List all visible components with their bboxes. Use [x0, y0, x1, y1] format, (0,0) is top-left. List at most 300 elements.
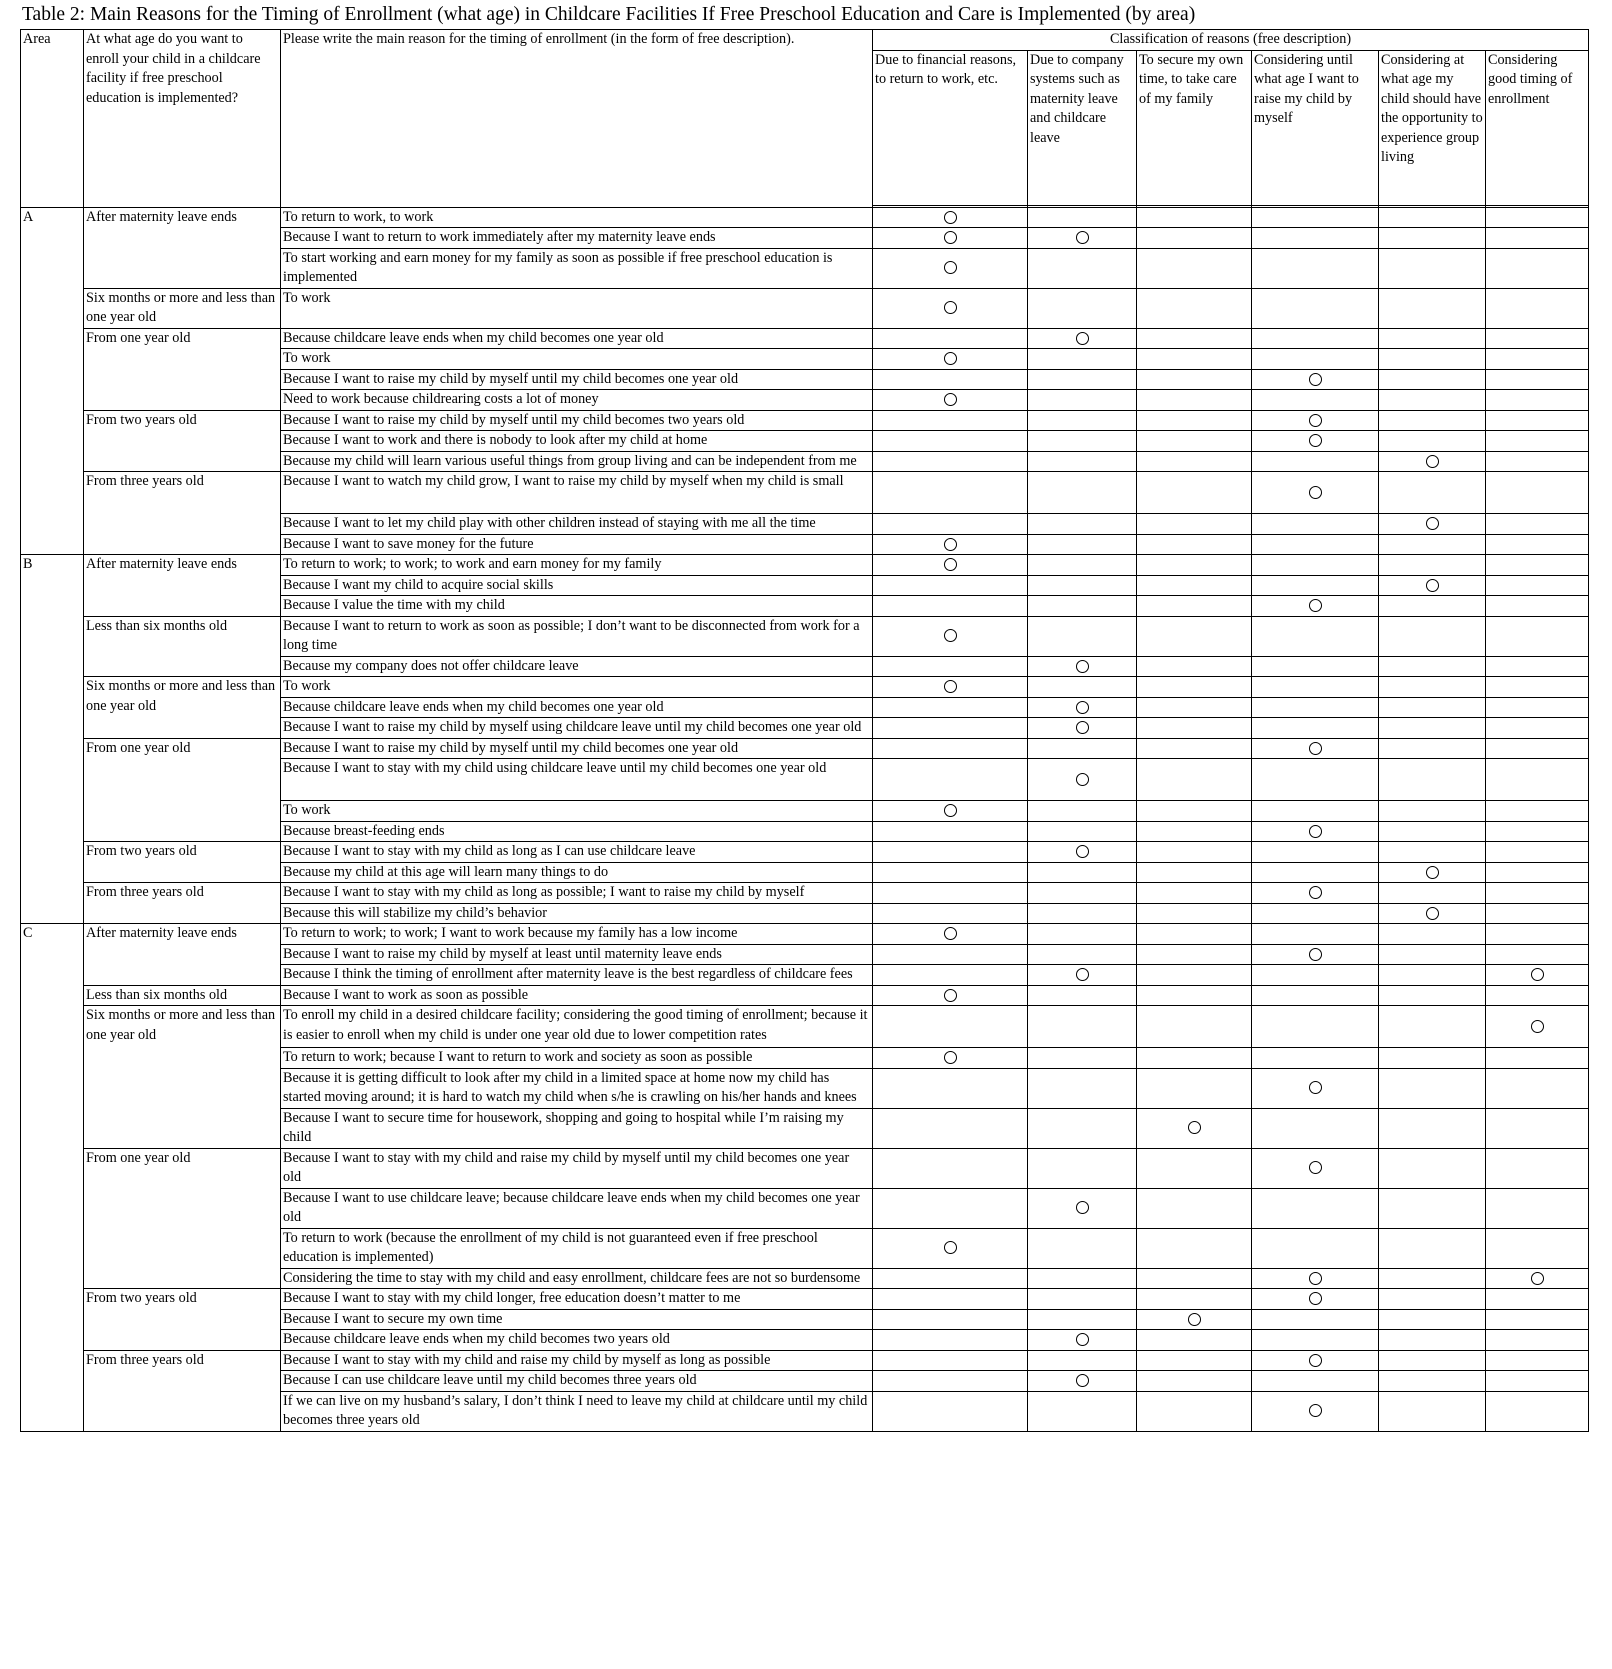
circle-mark-icon	[944, 989, 957, 1002]
mark-cell	[1028, 207, 1137, 228]
mark-cell	[873, 1188, 1028, 1228]
mark-cell	[1379, 1108, 1486, 1148]
mark-cell	[1486, 1108, 1589, 1148]
mark-cell	[1252, 555, 1379, 576]
mark-cell	[1028, 985, 1137, 1006]
header-category-good-timing: Considering good timing of enrollment	[1486, 50, 1589, 205]
mark-cell	[1252, 801, 1379, 822]
mark-cell	[1486, 903, 1589, 924]
mark-cell	[1137, 1048, 1252, 1069]
circle-mark-icon	[1076, 968, 1089, 981]
table-row	[21, 883, 1589, 904]
mark-cell	[1137, 514, 1252, 535]
mark-cell	[1028, 883, 1137, 904]
table-row	[21, 410, 1589, 431]
mark-cell	[873, 349, 1028, 370]
circle-mark-icon	[1076, 231, 1089, 244]
age-cell: From three years old	[84, 1350, 281, 1431]
reason-cell: Because I want to raise my child by myself using childcare leave until my child becomes one year old	[281, 718, 873, 739]
mark-cell	[1028, 759, 1137, 801]
circle-mark-icon	[944, 301, 957, 314]
mark-cell	[873, 1228, 1028, 1268]
mark-cell	[1137, 1268, 1252, 1289]
circle-mark-icon	[1309, 1404, 1322, 1417]
circle-mark-icon	[1076, 1374, 1089, 1387]
reason-cell: To return to work; to work; I want to work because my family has a low income	[281, 924, 873, 945]
header-age-question: At what age do you want to enroll your child in a childcare facility if free preschool education is implemented?	[84, 30, 281, 208]
mark-cell	[1379, 677, 1486, 698]
circle-mark-icon	[1309, 373, 1322, 386]
mark-cell	[1379, 903, 1486, 924]
mark-cell	[1379, 451, 1486, 472]
mark-cell	[1252, 677, 1379, 698]
mark-cell	[1486, 555, 1589, 576]
reason-cell: Because I want to stay with my child and raise my child by myself until my child becomes one year old	[281, 1148, 873, 1188]
mark-cell	[873, 656, 1028, 677]
mark-cell	[1252, 410, 1379, 431]
mark-cell	[1379, 1048, 1486, 1069]
mark-cell	[1486, 410, 1589, 431]
table-row	[21, 677, 1589, 698]
mark-cell	[1379, 965, 1486, 986]
age-cell: Six months or more and less than one year old	[84, 1006, 281, 1149]
mark-cell	[1252, 1289, 1379, 1310]
reasons-table	[20, 29, 1589, 1432]
mark-cell	[1252, 903, 1379, 924]
mark-cell	[1379, 1228, 1486, 1268]
mark-cell	[1137, 1228, 1252, 1268]
mark-cell	[1028, 1148, 1137, 1188]
mark-cell	[1379, 575, 1486, 596]
circle-mark-icon	[1309, 742, 1322, 755]
mark-cell	[1486, 349, 1589, 370]
mark-cell	[1486, 985, 1589, 1006]
mark-cell	[1252, 1148, 1379, 1188]
mark-cell	[1252, 944, 1379, 965]
mark-cell	[1137, 390, 1252, 411]
reason-cell: Considering the time to stay with my child and easy enrollment, childcare fees are not so burdensome	[281, 1268, 873, 1289]
mark-cell	[1252, 288, 1379, 328]
mark-cell	[873, 1068, 1028, 1108]
mark-cell	[1252, 1391, 1379, 1431]
mark-cell	[1486, 718, 1589, 739]
table-row	[21, 1148, 1589, 1188]
mark-cell	[1137, 697, 1252, 718]
mark-cell	[1028, 718, 1137, 739]
mark-cell	[1252, 1188, 1379, 1228]
mark-cell	[1379, 596, 1486, 617]
mark-cell	[873, 228, 1028, 249]
mark-cell	[1379, 842, 1486, 863]
area-cell: B	[21, 555, 84, 924]
mark-cell	[1252, 369, 1379, 390]
mark-cell	[1028, 862, 1137, 883]
mark-cell	[1252, 883, 1379, 904]
mark-cell	[1486, 656, 1589, 677]
reason-cell: Because it is getting difficult to look after my child in a limited space at home now my child has started moving around; it is hard to watch my child when s/he is crawling on his/her hands and knees	[281, 1068, 873, 1108]
mark-cell	[1486, 328, 1589, 349]
circle-mark-icon	[1531, 968, 1544, 981]
mark-cell	[1137, 575, 1252, 596]
mark-cell	[1252, 1228, 1379, 1268]
mark-cell	[1379, 288, 1486, 328]
circle-mark-icon	[1309, 948, 1322, 961]
mark-cell	[1137, 349, 1252, 370]
mark-cell	[1486, 697, 1589, 718]
area-cell: A	[21, 207, 84, 555]
mark-cell	[1137, 410, 1252, 431]
table-body	[21, 207, 1589, 1431]
mark-cell	[1252, 472, 1379, 514]
circle-mark-icon	[1076, 332, 1089, 345]
mark-cell	[1028, 1350, 1137, 1371]
mark-cell	[1252, 738, 1379, 759]
mark-cell	[1379, 801, 1486, 822]
mark-cell	[873, 1148, 1028, 1188]
mark-cell	[1252, 328, 1379, 349]
mark-cell	[1137, 1309, 1252, 1330]
table-row	[21, 555, 1589, 576]
mark-cell	[1252, 1268, 1379, 1289]
reason-cell: To return to work; because I want to return to work and society as soon as possible	[281, 1048, 873, 1069]
table-row	[21, 842, 1589, 863]
header-category-financial: Due to financial reasons, to return to work, etc.	[873, 50, 1028, 205]
circle-mark-icon	[1426, 579, 1439, 592]
mark-cell	[1252, 575, 1379, 596]
mark-cell	[1028, 842, 1137, 863]
mark-cell	[1486, 1350, 1589, 1371]
circle-mark-icon	[1076, 1201, 1089, 1214]
mark-cell	[1379, 1289, 1486, 1310]
mark-cell	[1028, 903, 1137, 924]
reason-cell: To return to work; to work; to work and earn money for my family	[281, 555, 873, 576]
header-category-own-time: To secure my own time, to take care of my family	[1137, 50, 1252, 205]
reason-cell: Because I want to secure time for housework, shopping and going to hospital while I’m raising my child	[281, 1108, 873, 1148]
circle-mark-icon	[944, 1051, 957, 1064]
table-row	[21, 616, 1589, 656]
age-cell: After maternity leave ends	[84, 207, 281, 288]
reason-cell: Because my child will learn various useful things from group living and can be independent from me	[281, 451, 873, 472]
circle-mark-icon	[1076, 845, 1089, 858]
mark-cell	[1379, 1148, 1486, 1188]
mark-cell	[1379, 985, 1486, 1006]
header-area: Area	[21, 30, 84, 208]
mark-cell	[1028, 451, 1137, 472]
mark-cell	[1252, 759, 1379, 801]
circle-mark-icon	[944, 680, 957, 693]
mark-cell	[1137, 369, 1252, 390]
circle-mark-icon	[1076, 660, 1089, 673]
circle-mark-icon	[1309, 1272, 1322, 1285]
reason-cell: Because I want to raise my child by myself at least until maternity leave ends	[281, 944, 873, 965]
mark-cell	[873, 410, 1028, 431]
mark-cell	[873, 1330, 1028, 1351]
mark-cell	[1379, 1350, 1486, 1371]
circle-mark-icon	[1309, 599, 1322, 612]
mark-cell	[1028, 1289, 1137, 1310]
age-cell: Less than six months old	[84, 985, 281, 1006]
age-cell: Six months or more and less than one year old	[84, 288, 281, 328]
mark-cell	[1379, 1391, 1486, 1431]
mark-cell	[1252, 985, 1379, 1006]
reason-cell: Because I want my child to acquire social skills	[281, 575, 873, 596]
reason-cell: Because I want to raise my child by myself until my child becomes one year old	[281, 738, 873, 759]
mark-cell	[1252, 1006, 1379, 1048]
reason-cell: If we can live on my husband’s salary, I don’t think I need to leave my child at childcare until my child becomes three years old	[281, 1391, 873, 1431]
mark-cell	[1137, 924, 1252, 945]
circle-mark-icon	[944, 1241, 957, 1254]
reason-cell: To work	[281, 801, 873, 822]
mark-cell	[1252, 616, 1379, 656]
circle-mark-icon	[1188, 1121, 1201, 1134]
circle-mark-icon	[1309, 1081, 1322, 1094]
mark-cell	[873, 207, 1028, 228]
mark-cell	[1137, 1108, 1252, 1148]
circle-mark-icon	[944, 804, 957, 817]
reason-cell: Because I want to work and there is nobody to look after my child at home	[281, 431, 873, 452]
mark-cell	[1379, 1068, 1486, 1108]
table-row	[21, 1350, 1589, 1371]
mark-cell	[1486, 801, 1589, 822]
table-row	[21, 738, 1589, 759]
mark-cell	[1252, 1068, 1379, 1108]
mark-cell	[1486, 514, 1589, 535]
circle-mark-icon	[1309, 1292, 1322, 1305]
mark-cell	[1137, 288, 1252, 328]
mark-cell	[1137, 801, 1252, 822]
mark-cell	[873, 514, 1028, 535]
reason-cell: Because I value the time with my child	[281, 596, 873, 617]
mark-cell	[1028, 616, 1137, 656]
mark-cell	[1137, 883, 1252, 904]
age-cell: From two years old	[84, 842, 281, 883]
mark-cell	[1028, 821, 1137, 842]
mark-cell	[873, 534, 1028, 555]
mark-cell	[873, 821, 1028, 842]
mark-cell	[1252, 534, 1379, 555]
mark-cell	[1379, 883, 1486, 904]
reason-cell: Because I want to stay with my child as long as possible; I want to raise my child by myself	[281, 883, 873, 904]
circle-mark-icon	[1309, 1354, 1322, 1367]
circle-mark-icon	[1426, 907, 1439, 920]
mark-cell	[1252, 1330, 1379, 1351]
mark-cell	[873, 1006, 1028, 1048]
mark-cell	[1379, 738, 1486, 759]
mark-cell	[1486, 1330, 1589, 1351]
mark-cell	[1379, 1268, 1486, 1289]
reason-cell: Because I want to raise my child by myself until my child becomes two years old	[281, 410, 873, 431]
mark-cell	[1252, 965, 1379, 986]
mark-cell	[1252, 1371, 1379, 1392]
mark-cell	[1486, 924, 1589, 945]
mark-cell	[1137, 1148, 1252, 1188]
mark-cell	[1028, 369, 1137, 390]
reason-cell: To return to work, to work	[281, 207, 873, 228]
mark-cell	[1379, 924, 1486, 945]
table-row	[21, 207, 1589, 228]
mark-cell	[1252, 656, 1379, 677]
mark-cell	[1137, 656, 1252, 677]
mark-cell	[873, 575, 1028, 596]
table-row	[21, 288, 1589, 328]
mark-cell	[1252, 1309, 1379, 1330]
mark-cell	[1137, 596, 1252, 617]
reason-cell: To return to work (because the enrollment of my child is not guaranteed even if free preschool education is implemented)	[281, 1228, 873, 1268]
reason-cell: Because I want to save money for the future	[281, 534, 873, 555]
mark-cell	[1028, 801, 1137, 822]
mark-cell	[873, 1268, 1028, 1289]
mark-cell	[1486, 288, 1589, 328]
mark-cell	[1379, 514, 1486, 535]
mark-cell	[873, 759, 1028, 801]
mark-cell	[1028, 288, 1137, 328]
mark-cell	[873, 596, 1028, 617]
mark-cell	[1252, 596, 1379, 617]
mark-cell	[1028, 514, 1137, 535]
mark-cell	[873, 883, 1028, 904]
reason-cell: Because I want to raise my child by myself until my child becomes one year old	[281, 369, 873, 390]
mark-cell	[1137, 472, 1252, 514]
circle-mark-icon	[944, 393, 957, 406]
table-row	[21, 1289, 1589, 1310]
mark-cell	[1486, 1391, 1589, 1431]
mark-cell	[873, 472, 1028, 514]
mark-cell	[1379, 555, 1486, 576]
mark-cell	[1486, 369, 1589, 390]
mark-cell	[873, 431, 1028, 452]
header-reason-question: Please write the main reason for the timing of enrollment (in the form of free description).	[281, 30, 873, 208]
mark-cell	[873, 801, 1028, 822]
header-category-company-systems: Due to company systems such as maternity leave and childcare leave	[1028, 50, 1137, 205]
mark-cell	[1379, 248, 1486, 288]
reason-cell: Because I want to use childcare leave; because childcare leave ends when my child becomes one year old	[281, 1188, 873, 1228]
circle-mark-icon	[1076, 1333, 1089, 1346]
mark-cell	[873, 965, 1028, 986]
circle-mark-icon	[1426, 517, 1439, 530]
circle-mark-icon	[1076, 773, 1089, 786]
mark-cell	[1028, 1048, 1137, 1069]
circle-mark-icon	[1531, 1272, 1544, 1285]
mark-cell	[1379, 349, 1486, 370]
mark-cell	[873, 1309, 1028, 1330]
mark-cell	[1137, 1330, 1252, 1351]
mark-cell	[1252, 1350, 1379, 1371]
mark-cell	[1379, 944, 1486, 965]
mark-cell	[1252, 1108, 1379, 1148]
reason-cell: Because this will stabilize my child’s behavior	[281, 903, 873, 924]
mark-cell	[873, 903, 1028, 924]
mark-cell	[1379, 328, 1486, 349]
mark-cell	[1379, 207, 1486, 228]
mark-cell	[1486, 738, 1589, 759]
mark-cell	[1028, 1330, 1137, 1351]
mark-cell	[1137, 821, 1252, 842]
mark-cell	[1137, 248, 1252, 288]
mark-cell	[1486, 1188, 1589, 1228]
mark-cell	[1486, 1068, 1589, 1108]
mark-cell	[1028, 697, 1137, 718]
mark-cell	[1252, 862, 1379, 883]
mark-cell	[873, 718, 1028, 739]
mark-cell	[1379, 616, 1486, 656]
mark-cell	[873, 369, 1028, 390]
mark-cell	[1028, 738, 1137, 759]
mark-cell	[1137, 328, 1252, 349]
mark-cell	[1252, 451, 1379, 472]
table-row	[21, 985, 1589, 1006]
mark-cell	[1137, 616, 1252, 656]
mark-cell	[1252, 514, 1379, 535]
header-category-group-living: Considering at what age my child should have the opportunity to experience group living	[1379, 50, 1486, 205]
mark-cell	[1137, 431, 1252, 452]
mark-cell	[1137, 207, 1252, 228]
circle-mark-icon	[944, 261, 957, 274]
circle-mark-icon	[1188, 1313, 1201, 1326]
mark-cell	[873, 288, 1028, 328]
mark-cell	[1486, 1228, 1589, 1268]
mark-cell	[1486, 390, 1589, 411]
mark-cell	[1486, 1289, 1589, 1310]
mark-cell	[1137, 1371, 1252, 1392]
mark-cell	[873, 1371, 1028, 1392]
mark-cell	[873, 862, 1028, 883]
age-cell: Less than six months old	[84, 616, 281, 677]
mark-cell	[1379, 718, 1486, 739]
reason-cell: Because I want to stay with my child as long as I can use childcare leave	[281, 842, 873, 863]
reason-cell: Because I want to stay with my child longer, free education doesn’t matter to me	[281, 1289, 873, 1310]
mark-cell	[1486, 883, 1589, 904]
reason-cell: To work	[281, 677, 873, 698]
mark-cell	[1486, 451, 1589, 472]
mark-cell	[1137, 534, 1252, 555]
mark-cell	[1137, 228, 1252, 249]
mark-cell	[873, 390, 1028, 411]
circle-mark-icon	[1531, 1020, 1544, 1033]
table-row	[21, 924, 1589, 945]
mark-cell	[1486, 596, 1589, 617]
mark-cell	[1137, 451, 1252, 472]
mark-cell	[1252, 207, 1379, 228]
mark-cell	[1028, 1228, 1137, 1268]
mark-cell	[1137, 677, 1252, 698]
mark-cell	[1137, 1006, 1252, 1048]
mark-cell	[1137, 718, 1252, 739]
mark-cell	[873, 677, 1028, 698]
mark-cell	[1137, 944, 1252, 965]
reason-cell: Because I can use childcare leave until my child becomes three years old	[281, 1371, 873, 1392]
mark-cell	[873, 328, 1028, 349]
mark-cell	[1137, 1289, 1252, 1310]
mark-cell	[873, 944, 1028, 965]
age-cell: From two years old	[84, 410, 281, 472]
reason-cell: To enroll my child in a desired childcare facility; considering the good timing of enrollment; because it is easier to enroll when my child is under one year old due to lower competition rates	[281, 1006, 873, 1048]
age-cell: From one year old	[84, 328, 281, 410]
mark-cell	[1486, 575, 1589, 596]
mark-cell	[1028, 656, 1137, 677]
mark-cell	[1137, 738, 1252, 759]
mark-cell	[1028, 390, 1137, 411]
mark-cell	[1252, 390, 1379, 411]
reason-cell: Because childcare leave ends when my child becomes one year old	[281, 697, 873, 718]
mark-cell	[1028, 328, 1137, 349]
mark-cell	[1379, 472, 1486, 514]
mark-cell	[1137, 759, 1252, 801]
table-row	[21, 328, 1589, 349]
reason-cell: Because my company does not offer childcare leave	[281, 656, 873, 677]
reason-cell: Because my child at this age will learn many things to do	[281, 862, 873, 883]
age-cell: From two years old	[84, 1289, 281, 1351]
reason-cell: Because I want to stay with my child using childcare leave until my child becomes one year old	[281, 759, 873, 801]
